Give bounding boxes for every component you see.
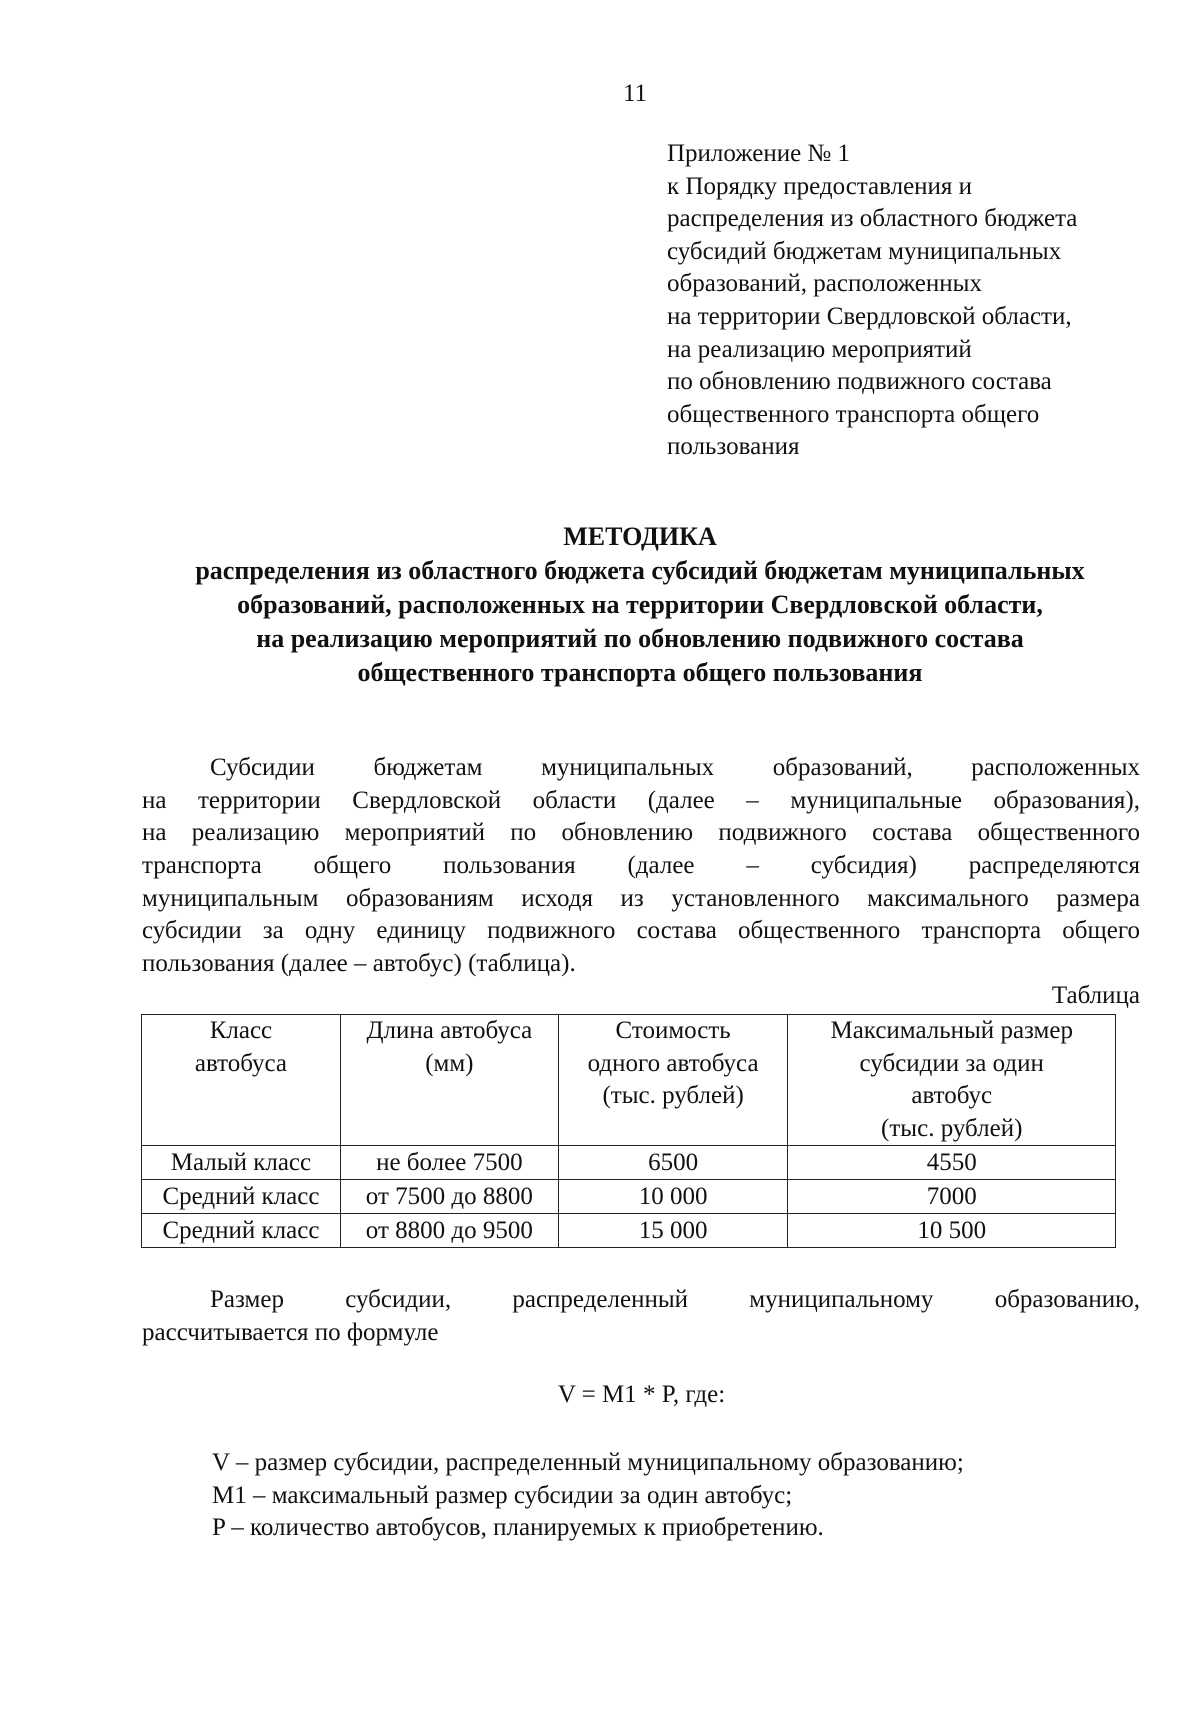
table-caption: Таблица	[1051, 982, 1140, 1009]
appendix-line: на территории Свердловской области,	[667, 302, 1072, 330]
cell-max-subsidy: 10 500	[788, 1214, 1116, 1248]
cell-bus-class: Средний класс	[142, 1214, 341, 1248]
appendix-line: пользования	[667, 433, 800, 461]
definition-line: M1 – максимальный размер субсидии за один автобус;	[212, 1481, 793, 1509]
paragraph-line: рассчитывается по формуле	[142, 1318, 439, 1346]
cell-bus-class: Малый класс	[142, 1146, 341, 1180]
header-bus-length: Длина автобуса (мм)	[340, 1015, 558, 1146]
appendix-line: общественного транспорта общего	[667, 400, 1040, 428]
paragraph-line: на территории Свердловской области (далее – муниципальные образования),	[142, 786, 1140, 814]
paragraph-line: Субсидии бюджетам муниципальных образований, расположенных	[210, 754, 1140, 781]
header-bus-class: Класс автобуса	[142, 1015, 341, 1146]
cell-bus-cost: 10 000	[558, 1180, 788, 1214]
appendix-line: образований, расположенных	[667, 270, 982, 298]
header-bus-cost: Стоимость одного автобуса (тыс. рублей)	[558, 1015, 788, 1146]
subtitle-line: образований, расположенных на территории Свердловской области,	[237, 590, 1043, 619]
table-header-row	[142, 1015, 1116, 1146]
cell-max-subsidy: 7000	[788, 1180, 1116, 1214]
appendix-line: по обновлению подвижного состава	[667, 368, 1052, 396]
table-row	[142, 1146, 1116, 1180]
paragraph-line: пользования (далее – автобус) (таблица).	[142, 950, 576, 978]
formula: V = M1 * P, где:	[557, 1381, 726, 1408]
appendix-line: распределения из областного бюджета	[667, 205, 1078, 233]
appendix-note	[667, 138, 1187, 464]
subtitle-line: распределения из областного бюджета субсидий бюджетам муниципальных	[195, 556, 1085, 585]
appendix-line: на реализацию мероприятий	[667, 335, 972, 363]
formula-definitions	[212, 1447, 964, 1545]
subtitle-line: на реализацию мероприятий по обновлению подвижного состава	[256, 624, 1024, 653]
cell-bus-class: Средний класс	[142, 1180, 341, 1214]
header-max-subsidy: Максимальный размер субсидии за один автобус (тыс. рублей)	[788, 1015, 1116, 1146]
cell-bus-cost: 6500	[558, 1146, 788, 1180]
cell-max-subsidy: 4550	[788, 1146, 1116, 1180]
subsidy-table	[141, 1014, 1116, 1248]
page-number: 11	[622, 80, 648, 107]
formula-paragraph	[142, 1284, 1140, 1349]
appendix-line: Приложение № 1	[667, 140, 851, 167]
paragraph-line: Размер субсидии, распределенный муниципальному образованию,	[210, 1286, 1140, 1313]
paragraph-line: муниципальным образованиям исходя из установленного максимального размера	[142, 884, 1140, 912]
subtitle-line: общественного транспорта общего пользования	[357, 658, 923, 687]
main-title: МЕТОДИКА	[563, 522, 717, 551]
paragraph-line: на реализацию мероприятий по обновлению подвижного состава общественного	[142, 819, 1140, 847]
definition-line: P – количество автобусов, планируемых к приобретению.	[212, 1514, 824, 1542]
paragraph-line: субсидии за одну единицу подвижного состава общественного транспорта общего	[142, 917, 1140, 945]
subtitle	[100, 554, 1180, 690]
cell-bus-cost: 15 000	[558, 1214, 788, 1248]
appendix-line: к Порядку предоставления и	[667, 172, 973, 200]
table-row	[142, 1214, 1116, 1248]
paragraph-line: транспорта общего пользования (далее – субсидия) распределяются	[142, 852, 1140, 880]
table-row	[142, 1180, 1116, 1214]
cell-bus-length: от 8800 до 9500	[340, 1214, 558, 1248]
intro-paragraph	[142, 752, 1140, 981]
cell-bus-length: от 7500 до 8800	[340, 1180, 558, 1214]
appendix-line: субсидий бюджетам муниципальных	[667, 237, 1062, 265]
cell-bus-length: не более 7500	[340, 1146, 558, 1180]
document-title	[100, 520, 1180, 690]
definition-line: V – размер субсидии, распределенный муниципальному образованию;	[212, 1449, 964, 1476]
